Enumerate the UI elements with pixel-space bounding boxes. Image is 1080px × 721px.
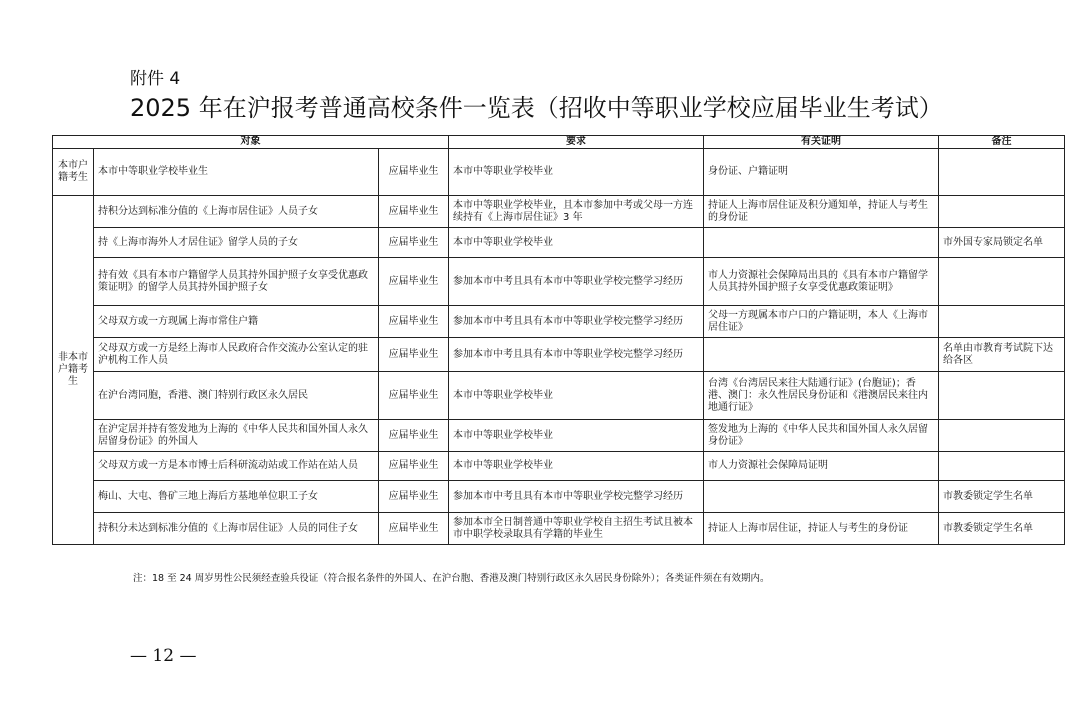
row-status: 应届毕业生 xyxy=(379,452,449,481)
category-local: 本市户籍考生 xyxy=(53,149,94,196)
row-object: 持积分未达到标准分值的《上海市居住证》人员的同住子女 xyxy=(94,513,379,545)
header-remark: 备注 xyxy=(939,136,1065,149)
footnote: 注：18 至 24 周岁男性公民须经查验兵役证（符合报名条件的外国人、在沪台胞、香港及澳门特别行政区永久居民身份除外）；各类证件须在有效期内。 xyxy=(133,573,770,584)
row-status: 应届毕业生 xyxy=(379,306,449,338)
table-row xyxy=(53,149,1065,196)
row-object: 父母双方或一方是经上海市人民政府合作交流办公室认定的驻沪机构工作人员 xyxy=(94,338,379,372)
row-requirement: 本市中等职业学校毕业 xyxy=(449,228,704,258)
row-status: 应届毕业生 xyxy=(379,420,449,452)
row-proof xyxy=(704,481,939,513)
row-requirement: 本市中等职业学校毕业 xyxy=(449,372,704,420)
header-object: 对象 xyxy=(53,136,449,149)
table-row xyxy=(53,338,1065,372)
row-proof xyxy=(704,338,939,372)
row-proof: 持证人上海市居住证，持证人与考生的身份证 xyxy=(704,513,939,545)
row-requirement: 参加本市中考且具有本市中等职业学校完整学习经历 xyxy=(449,338,704,372)
row-requirement: 参加本市中考且具有本市中等职业学校完整学习经历 xyxy=(449,258,704,306)
table-row xyxy=(53,513,1065,545)
row-requirement: 本市中等职业学校毕业 xyxy=(449,452,704,481)
row-remark xyxy=(939,420,1065,452)
row-status: 应届毕业生 xyxy=(379,196,449,228)
row-object: 父母双方或一方现属上海市常住户籍 xyxy=(94,306,379,338)
row-status: 应届毕业生 xyxy=(379,149,449,196)
row-proof: 签发地为上海的《中华人民共和国外国人永久居留身份证》 xyxy=(704,420,939,452)
table-row xyxy=(53,196,1065,228)
row-proof: 持证人上海市居住证及积分通知单，持证人与考生的身份证 xyxy=(704,196,939,228)
row-object: 持有效《具有本市户籍留学人员其持外国护照子女享受优惠政策证明》的留学人员其持外国护照子女 xyxy=(94,258,379,306)
category-nonlocal: 非本市户籍考生 xyxy=(53,196,94,545)
attachment-label: 附件 4 xyxy=(130,69,181,89)
row-remark xyxy=(939,306,1065,338)
row-object: 本市中等职业学校毕业生 xyxy=(94,149,379,196)
row-object: 在沪台湾同胞，香港、澳门特别行政区永久居民 xyxy=(94,372,379,420)
document-title: 2025 年在沪报考普通高校条件一览表（招收中等职业学校应届毕业生考试） xyxy=(130,94,943,122)
row-remark: 名单由市教育考试院下达给各区 xyxy=(939,338,1065,372)
row-status: 应届毕业生 xyxy=(379,258,449,306)
row-status: 应届毕业生 xyxy=(379,513,449,545)
row-proof xyxy=(704,228,939,258)
row-remark xyxy=(939,372,1065,420)
row-remark: 市教委锁定学生名单 xyxy=(939,513,1065,545)
row-requirement: 本市中等职业学校毕业 xyxy=(449,149,704,196)
row-object: 持积分达到标准分值的《上海市居住证》人员子女 xyxy=(94,196,379,228)
row-proof: 市人力资源社会保障局出具的《具有本市户籍留学人员其持外国护照子女享受优惠政策证明》 xyxy=(704,258,939,306)
table-row xyxy=(53,258,1065,306)
table-row xyxy=(53,228,1065,258)
row-proof: 台湾《台湾居民来往大陆通行证》(台胞证)；香港、澳门：永久性居民身份证和《港澳居民来往内地通行证》 xyxy=(704,372,939,420)
row-remark: 市外国专家局锁定名单 xyxy=(939,228,1065,258)
row-remark xyxy=(939,149,1065,196)
page-number: — 12 — xyxy=(130,646,197,666)
row-status: 应届毕业生 xyxy=(379,481,449,513)
row-requirement: 本市中等职业学校毕业 xyxy=(449,420,704,452)
row-remark xyxy=(939,452,1065,481)
table-header-row xyxy=(53,136,1065,149)
row-remark: 市教委锁定学生名单 xyxy=(939,481,1065,513)
row-status: 应届毕业生 xyxy=(379,372,449,420)
row-proof: 市人力资源社会保障局证明 xyxy=(704,452,939,481)
table-row xyxy=(53,306,1065,338)
table-row xyxy=(53,452,1065,481)
row-requirement: 参加本市中考且具有本市中等职业学校完整学习经历 xyxy=(449,306,704,338)
row-requirement: 本市中等职业学校毕业，且本市参加中考或父母一方连续持有《上海市居住证》3 年 xyxy=(449,196,704,228)
table-row xyxy=(53,420,1065,452)
header-requirement: 要求 xyxy=(449,136,704,149)
row-object: 在沪定居并持有签发地为上海的《中华人民共和国外国人永久居留身份证》的外国人 xyxy=(94,420,379,452)
row-remark xyxy=(939,196,1065,228)
conditions-table xyxy=(52,135,1065,545)
row-object: 持《上海市海外人才居住证》留学人员的子女 xyxy=(94,228,379,258)
row-requirement: 参加本市全日制普通中等职业学校自主招生考试且被本市中职学校录取具有学籍的毕业生 xyxy=(449,513,704,545)
row-requirement: 参加本市中考且具有本市中等职业学校完整学习经历 xyxy=(449,481,704,513)
table-row xyxy=(53,481,1065,513)
row-object: 梅山、大屯、鲁矿三地上海后方基地单位职工子女 xyxy=(94,481,379,513)
header-proof: 有关证明 xyxy=(704,136,939,149)
row-status: 应届毕业生 xyxy=(379,228,449,258)
row-remark xyxy=(939,258,1065,306)
table-row xyxy=(53,372,1065,420)
row-proof: 父母一方现属本市户口的户籍证明，本人《上海市居住证》 xyxy=(704,306,939,338)
row-proof: 身份证、户籍证明 xyxy=(704,149,939,196)
row-status: 应届毕业生 xyxy=(379,338,449,372)
row-object: 父母双方或一方是本市博士后科研流动站或工作站在站人员 xyxy=(94,452,379,481)
